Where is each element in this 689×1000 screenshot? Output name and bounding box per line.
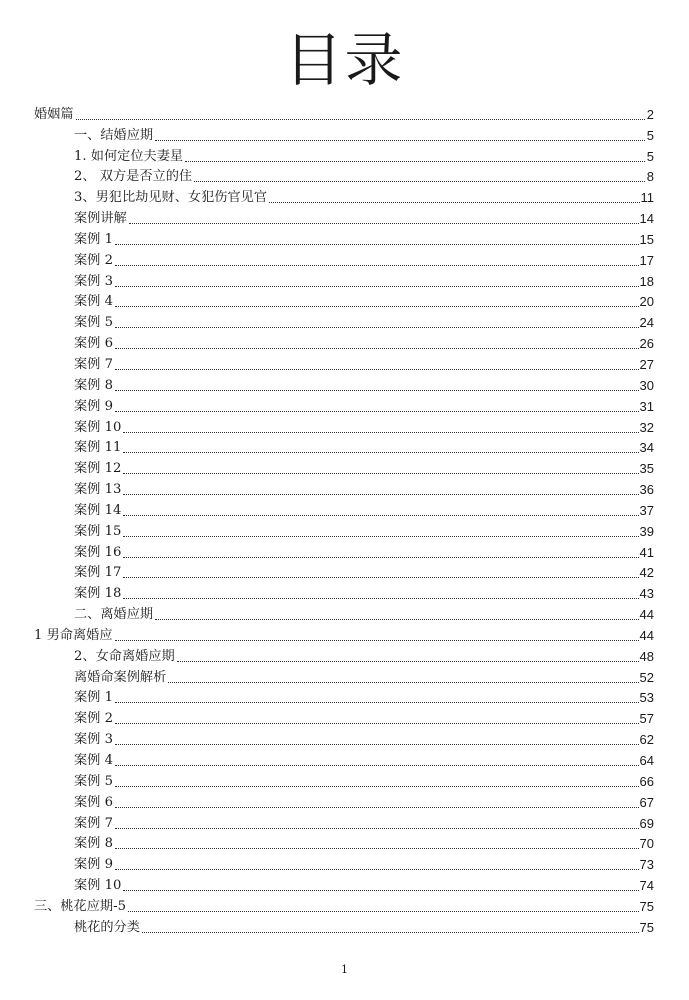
toc-entry-label: 案例 13: [74, 482, 122, 498]
toc-entry-label: 案例 7: [74, 356, 113, 372]
toc-entry[interactable]: [34, 540, 654, 561]
toc-entry-label: 案例 15: [74, 523, 122, 539]
toc-entry[interactable]: [34, 748, 654, 769]
toc-entry-label: 1. 如何定位夫妻星: [74, 148, 184, 164]
toc-entry[interactable]: [34, 165, 654, 186]
toc-entry-label: 案例 9: [74, 398, 113, 414]
toc-entry[interactable]: [34, 331, 654, 352]
toc-entry-page: 11: [640, 190, 654, 206]
toc-entry-page: 75: [639, 898, 654, 914]
toc-entry-page: 42: [639, 565, 654, 581]
toc-entry-label: 案例 3: [74, 273, 113, 289]
toc-entry[interactable]: [34, 894, 654, 915]
toc-entry[interactable]: [34, 852, 654, 873]
toc-entry[interactable]: [34, 394, 654, 415]
toc-entry-page: 35: [639, 461, 654, 477]
toc-entry[interactable]: [34, 206, 654, 227]
toc-entry-label: 案例 18: [74, 586, 122, 602]
toc-entry-label: 二、离婚应期: [74, 607, 154, 623]
dot-leader: [123, 553, 638, 558]
toc-entry-label: 案例 4: [74, 294, 113, 310]
toc-entry[interactable]: [34, 290, 654, 311]
table-of-contents: [34, 102, 654, 936]
toc-entry[interactable]: [34, 769, 654, 790]
toc-entry-label: 案例 8: [74, 836, 113, 852]
toc-entry-page: 24: [639, 315, 654, 331]
toc-entry-page: 67: [639, 794, 654, 810]
toc-entry-page: 53: [639, 690, 654, 706]
toc-entry-label: 案例 17: [74, 565, 122, 581]
dot-leader: [123, 469, 638, 474]
toc-entry-page: 26: [639, 336, 654, 352]
toc-entry[interactable]: [34, 832, 654, 853]
toc-entry-page: 15: [639, 231, 654, 247]
toc-entry-page: 57: [639, 711, 654, 727]
toc-entry-page: 17: [639, 252, 654, 268]
dot-leader: [115, 719, 639, 724]
toc-entry-label: 案例 1: [74, 690, 113, 706]
toc-entry-label: 婚姻篇: [34, 106, 74, 122]
toc-entry-page: 52: [639, 669, 654, 685]
dot-leader: [123, 490, 638, 495]
toc-entry-page: 18: [639, 273, 654, 289]
toc-entry-page: 62: [639, 732, 654, 748]
toc-entry-label: 一、结婚应期: [74, 127, 154, 143]
toc-entry-page: 73: [639, 857, 654, 873]
dot-leader: [142, 928, 639, 933]
toc-entry-label: 案例 14: [74, 502, 122, 518]
toc-entry[interactable]: [34, 915, 654, 936]
toc-entry-label: 案例 6: [74, 336, 113, 352]
toc-entry[interactable]: [34, 415, 654, 436]
dot-leader: [123, 573, 638, 578]
dot-leader: [115, 344, 639, 349]
toc-entry-label: 2、女命离婚应期: [74, 648, 175, 664]
toc-entry-page: 20: [639, 294, 654, 310]
toc-entry-page: 32: [639, 419, 654, 435]
toc-entry[interactable]: [34, 581, 654, 602]
toc-entry-page: 5: [646, 148, 654, 164]
dot-leader: [194, 177, 645, 182]
toc-entry-label: 案例 5: [74, 315, 113, 331]
toc-entry[interactable]: [34, 790, 654, 811]
toc-entry-page: 39: [639, 523, 654, 539]
dot-leader: [115, 407, 639, 412]
dot-leader: [185, 157, 645, 162]
toc-entry[interactable]: [34, 123, 654, 144]
toc-entry-page: 48: [639, 648, 654, 664]
toc-entry-label: 3、男犯比劫见财、女犯伤官见官: [74, 190, 268, 206]
toc-entry-label: 1 男命离婚应: [34, 627, 113, 643]
toc-entry-page: 8: [646, 169, 654, 185]
toc-entry-page: 43: [639, 586, 654, 602]
toc-entry[interactable]: [34, 644, 654, 665]
dot-leader: [155, 615, 638, 620]
dot-leader: [123, 594, 638, 599]
toc-entry[interactable]: [34, 227, 654, 248]
toc-entry-label: 案例 11: [74, 440, 122, 456]
toc-entry-page: 14: [639, 211, 654, 227]
dot-leader: [115, 698, 639, 703]
toc-entry[interactable]: [34, 706, 654, 727]
toc-entry-label: 案例 3: [74, 732, 113, 748]
dot-leader: [115, 844, 639, 849]
toc-entry-label: 三、桃花应期-5: [34, 898, 126, 914]
dot-leader: [115, 386, 639, 391]
toc-entry-label: 案例 2: [74, 252, 113, 268]
toc-entry[interactable]: [34, 602, 654, 623]
toc-entry-page: 44: [639, 607, 654, 623]
dot-leader: [123, 886, 638, 891]
dot-leader: [115, 803, 639, 808]
toc-entry-label: 案例 2: [74, 711, 113, 727]
toc-entry[interactable]: [34, 873, 654, 894]
toc-entry-page: 70: [639, 836, 654, 852]
dot-leader: [115, 761, 639, 766]
toc-entry[interactable]: [34, 248, 654, 269]
toc-entry[interactable]: [34, 456, 654, 477]
toc-entry-label: 2、 双方是否立的住: [74, 169, 193, 185]
toc-entry-page: 41: [639, 544, 654, 560]
dot-leader: [123, 532, 638, 537]
toc-entry-label: 案例 6: [74, 794, 113, 810]
toc-entry[interactable]: [34, 665, 654, 686]
toc-entry[interactable]: [34, 436, 654, 457]
toc-entry[interactable]: [34, 498, 654, 519]
dot-leader: [115, 636, 639, 641]
toc-entry-label: 案例 5: [74, 773, 113, 789]
dot-leader: [123, 428, 638, 433]
toc-entry-label: 案例 9: [74, 857, 113, 873]
toc-entry-label: 离婚命案例解析: [74, 669, 167, 685]
toc-entry-page: 2: [646, 106, 654, 122]
toc-entry-page: 66: [639, 773, 654, 789]
toc-entry[interactable]: [34, 144, 654, 165]
toc-entry-page: 5: [646, 127, 654, 143]
dot-leader: [76, 115, 645, 120]
toc-entry[interactable]: [34, 310, 654, 331]
dot-leader: [115, 365, 639, 370]
dot-leader: [168, 678, 638, 683]
dot-leader: [129, 219, 639, 224]
dot-leader: [128, 907, 639, 912]
toc-entry-label: 案例 10: [74, 878, 122, 894]
dot-leader: [269, 198, 639, 203]
toc-entry-label: 案例 8: [74, 377, 113, 393]
dot-leader: [115, 782, 639, 787]
dot-leader: [115, 824, 639, 829]
dot-leader: [115, 740, 639, 745]
toc-entry-page: 74: [639, 878, 654, 894]
dot-leader: [115, 240, 639, 245]
toc-entry[interactable]: [34, 727, 654, 748]
toc-entry-page: 36: [639, 482, 654, 498]
toc-entry-label: 案例 4: [74, 753, 113, 768]
dot-leader: [115, 323, 639, 328]
toc-entry[interactable]: [34, 269, 654, 290]
dot-leader: [155, 136, 645, 141]
toc-entry-page: 64: [639, 753, 654, 768]
dot-leader: [123, 511, 638, 516]
toc-entry-page: 69: [639, 815, 654, 831]
toc-entry[interactable]: [34, 477, 654, 498]
dot-leader: [177, 657, 639, 662]
toc-entry-label: 案例 1: [74, 231, 113, 247]
toc-entry-page: 75: [639, 919, 654, 935]
dot-leader: [115, 261, 639, 266]
toc-entry-label: 案例讲解: [74, 211, 127, 227]
toc-entry[interactable]: [34, 373, 654, 394]
toc-entry-page: 34: [639, 440, 654, 456]
toc-entry-page: 44: [639, 627, 654, 643]
toc-entry[interactable]: [34, 519, 654, 540]
page-number: 1: [341, 963, 348, 976]
toc-entry[interactable]: [34, 811, 654, 832]
toc-entry[interactable]: [34, 561, 654, 582]
toc-entry[interactable]: [34, 102, 654, 123]
dot-leader: [115, 282, 639, 287]
toc-entry-label: 案例 7: [74, 815, 113, 831]
toc-entry-label: 桃花的分类: [74, 919, 140, 935]
toc-entry-page: 30: [639, 377, 654, 393]
toc-entry[interactable]: [34, 352, 654, 373]
dot-leader: [123, 448, 638, 453]
page-title: 目录: [284, 26, 405, 94]
dot-leader: [115, 865, 639, 870]
toc-entry-label: 案例 12: [74, 461, 122, 477]
toc-entry[interactable]: [34, 686, 654, 707]
toc-entry-label: 案例 10: [74, 419, 122, 435]
toc-entry-page: 37: [639, 502, 654, 518]
toc-entry[interactable]: [34, 185, 654, 206]
toc-entry-label: 案例 16: [74, 544, 122, 560]
toc-entry-page: 31: [639, 398, 654, 414]
toc-entry-page: 27: [639, 356, 654, 372]
dot-leader: [115, 302, 639, 307]
toc-entry[interactable]: [34, 623, 654, 644]
